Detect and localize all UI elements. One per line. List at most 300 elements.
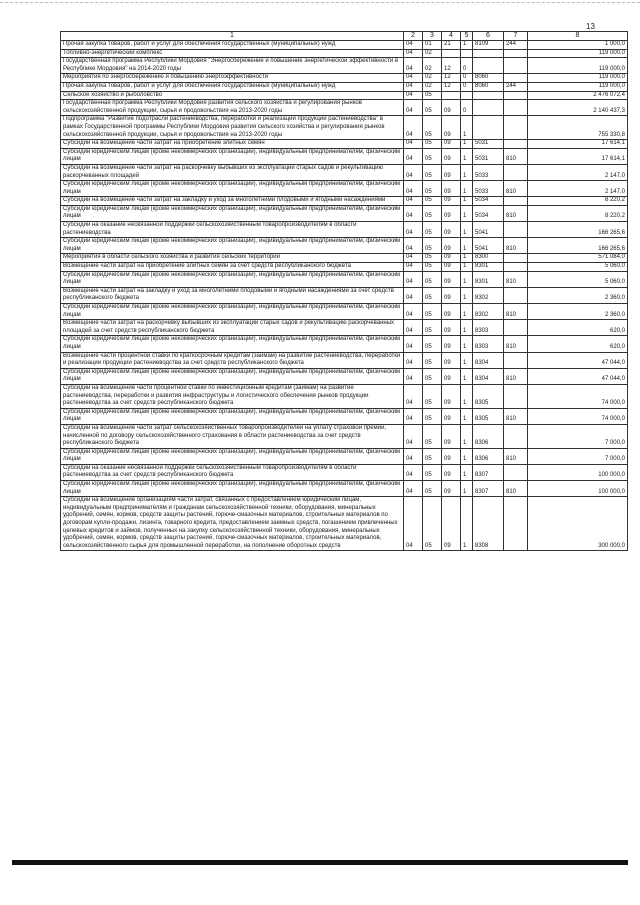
code-item: 5033 [473, 181, 504, 197]
col-header-1: 1 [61, 32, 404, 41]
code-subprogram: 1 [461, 205, 473, 221]
code-pr: 05 [423, 254, 442, 263]
code-pr: 05 [423, 205, 442, 221]
code-item: 8301 [473, 263, 504, 272]
code-pr: 01 [423, 41, 442, 50]
row-amount: 2 147,0 [528, 181, 628, 197]
row-name: Субсидии юридическим лицам (кроме некоммерческих организаций), индивидуальным предпринимателям, физическим лицам [61, 238, 404, 254]
code-rz: 04 [404, 205, 423, 221]
code-expense-type [504, 116, 528, 140]
code-rz: 04 [404, 116, 423, 140]
code-program: 09 [442, 205, 461, 221]
code-pr: 05 [423, 304, 442, 320]
code-item: 8304 [473, 368, 504, 384]
code-item: 8301 [473, 271, 504, 287]
row-amount: 1 000,0 [528, 41, 628, 50]
code-pr: 05 [423, 448, 442, 464]
code-rz: 04 [404, 181, 423, 197]
code-program: 21 [442, 41, 461, 50]
row-amount: 74 000,0 [528, 408, 628, 424]
row-amount: 166 265,6 [528, 238, 628, 254]
row-amount: 8 220,2 [528, 205, 628, 221]
row-name: Субсидии юридическим лицам (кроме некоммерческих организаций), индивидуальным предпринимателям, физическим лицам [61, 336, 404, 352]
row-name: Государственная программа Республики Мордовия "Энергосбережение и повышение энергетической эффективности в Республике Мордовия" на 2014-2020 годы [61, 58, 404, 74]
table-row [61, 100, 628, 116]
row-amount: 100 000,0 [528, 464, 628, 480]
code-item: 5031 [473, 140, 504, 149]
code-rz: 04 [404, 222, 423, 238]
code-item: 5041 [473, 222, 504, 238]
code-program: 09 [442, 197, 461, 206]
code-rz: 04 [404, 384, 423, 408]
code-expense-type [504, 320, 528, 336]
table-row [61, 254, 628, 263]
code-rz: 04 [404, 91, 423, 100]
code-item: 8305 [473, 384, 504, 408]
code-program: 09 [442, 481, 461, 497]
row-amount: 5 060,0 [528, 263, 628, 272]
code-item [473, 100, 504, 116]
code-expense-type: 810 [504, 481, 528, 497]
code-rz: 04 [404, 481, 423, 497]
code-program: 09 [442, 238, 461, 254]
row-name: Подпрограмма "Развитие подотрасли растениеводства, переработки и реализации продукции растениеводства" в рамках Государственной программы Республики Мордовия развития сельского хозяйства и регулирования рынков сельскохозяйственной продукции, сырья и продовольствия на 2013-2020 годы [61, 116, 404, 140]
code-pr: 02 [423, 49, 442, 58]
code-subprogram: 1 [461, 41, 473, 50]
row-name: Государственная программа Республики Мордовия развития сельского хозяйства и регулирования рынков сельскохозяйственной продукции, сырья и продовольствия на 2013-2020 годы [61, 100, 404, 116]
code-expense-type [504, 254, 528, 263]
code-subprogram: 0 [461, 82, 473, 91]
row-name: Субсидии на возмещение части затрат на закладку и уход за многолетними плодовыми и ягодными насаждениями [61, 197, 404, 206]
table-row [61, 263, 628, 272]
row-amount: 755 330,8 [528, 116, 628, 140]
code-subprogram: 1 [461, 271, 473, 287]
row-name: Возмещение части затрат на закладку и уход за многолетними плодовыми и ягодными насаждениями за счет средств республиканского бюджета [61, 287, 404, 303]
code-item [473, 91, 504, 100]
code-rz: 04 [404, 352, 423, 368]
code-item: 5034 [473, 205, 504, 221]
code-rz: 04 [404, 408, 423, 424]
code-pr: 05 [423, 497, 442, 551]
table-row [61, 448, 628, 464]
code-program: 09 [442, 497, 461, 551]
row-amount: 7 000,0 [528, 424, 628, 448]
code-item [473, 49, 504, 58]
table-row [61, 424, 628, 448]
code-subprogram: 1 [461, 148, 473, 164]
code-subprogram [461, 91, 473, 100]
row-name: Субсидии на возмещение части затрат сельскохозяйственных товаропроизводителей на уплату страховой премии, начисленной по договору сельскохозяйственного страхования в области растениеводства за счет средств республиканского бюджета [61, 424, 404, 448]
page-number: 13 [586, 22, 595, 31]
row-name: Субсидии юридическим лицам (кроме некоммерческих организаций), индивидуальным предпринимателям, физическим лицам [61, 271, 404, 287]
code-program: 09 [442, 464, 461, 480]
code-program: 09 [442, 448, 461, 464]
row-name: Возмещение части процентной ставки по краткосрочным кредитам (займам) на развитие растениеводства, переработки и реализации продукции растениеводства за счет средств республиканского бюджета [61, 352, 404, 368]
code-item: 5034 [473, 197, 504, 206]
code-rz: 04 [404, 164, 423, 180]
table-row [61, 408, 628, 424]
code-item: 8060 [473, 82, 504, 91]
row-amount: 100 000,0 [528, 481, 628, 497]
code-rz: 04 [404, 197, 423, 206]
code-item [473, 58, 504, 74]
code-item: 8109 [473, 41, 504, 50]
code-expense-type [504, 352, 528, 368]
table-row [61, 222, 628, 238]
code-pr: 05 [423, 287, 442, 303]
code-expense-type: 810 [504, 238, 528, 254]
code-program: 09 [442, 320, 461, 336]
code-pr: 05 [423, 238, 442, 254]
table-body [61, 41, 628, 551]
code-pr: 05 [423, 222, 442, 238]
code-pr: 05 [423, 140, 442, 149]
row-amount: 17 614,1 [528, 140, 628, 149]
row-name: Мероприятия по энергосбережению и повышению энергоэффективности [61, 74, 404, 83]
row-name: Прочая закупка товаров, работ и услуг для обеспечения государственных (муниципальных) нужд [61, 41, 404, 50]
row-amount: 620,0 [528, 320, 628, 336]
row-name: Субсидии юридическим лицам (кроме некоммерческих организаций), индивидуальным предпринимателям, физическим лицам [61, 205, 404, 221]
row-name: Субсидии на возмещение части затрат на раскорчевку выбывших из эксплуатации старых садов и рекультивацию раскорчеванных площадей [61, 164, 404, 180]
row-amount: 17 614,1 [528, 148, 628, 164]
code-item: 8303 [473, 336, 504, 352]
row-amount: 571 084,0 [528, 254, 628, 263]
code-program: 09 [442, 164, 461, 180]
code-program: 09 [442, 181, 461, 197]
code-item [473, 116, 504, 140]
row-amount: 300 000,0 [528, 497, 628, 551]
code-subprogram: 1 [461, 287, 473, 303]
code-subprogram: 1 [461, 352, 473, 368]
row-name: Субсидии юридическим лицам (кроме некоммерческих организаций), индивидуальным предпринимателям, физическим лицам [61, 304, 404, 320]
table-row [61, 49, 628, 58]
code-item: 8300 [473, 254, 504, 263]
code-pr: 02 [423, 74, 442, 83]
code-subprogram: 1 [461, 464, 473, 480]
code-program: 09 [442, 148, 461, 164]
row-amount: 47 044,0 [528, 352, 628, 368]
col-header-4: 4 [442, 32, 461, 41]
code-program: 09 [442, 408, 461, 424]
row-name: Субсидии юридическим лицам (кроме некоммерческих организаций), индивидуальным предпринимателям, физическим лицам [61, 448, 404, 464]
col-header-2: 2 [404, 32, 423, 41]
code-expense-type: 810 [504, 304, 528, 320]
row-amount: 620,0 [528, 336, 628, 352]
row-name: Топливно-энергетический комплекс [61, 49, 404, 58]
code-expense-type [504, 140, 528, 149]
col-header-7: 7 [504, 32, 528, 41]
code-program: 12 [442, 58, 461, 74]
row-amount: 2 147,0 [528, 164, 628, 180]
code-pr: 05 [423, 91, 442, 100]
row-name: Субсидии юридическим лицам (кроме некоммерческих организаций), индивидуальным предпринимателям, физическим лицам [61, 481, 404, 497]
code-subprogram: 1 [461, 481, 473, 497]
code-expense-type: 810 [504, 368, 528, 384]
code-rz: 04 [404, 368, 423, 384]
code-program [442, 91, 461, 100]
code-item: 8304 [473, 352, 504, 368]
row-amount: 47 044,0 [528, 368, 628, 384]
table-row [61, 197, 628, 206]
code-program: 09 [442, 263, 461, 272]
table-row [61, 304, 628, 320]
code-expense-type: 244 [504, 41, 528, 50]
row-name: Субсидии на возмещение организациям части затрат, связанных с предоставлением юридическим лицам, индивидуальным предпринимателям и гражданам сельскохозяйственной техники, оборудования, минеральных удобрений, семян, кормов, средств защиты растений, горюче-смазочных материалов, строительных материалов по договорам купли-продажи, лизинга, товарного кредита, предоставлением заемных средств, погашением привлеченных целевых кредитов и займов, полученных на закупку сельскохозяйственной техники, оборудования, минеральных удобрений, семян, кормов, средств защиты растений, горюче-смазочных материалов, строительных материалов, сельскохозяйственного сырья для промышленной переработки, на пополнение оборотных средств [61, 497, 404, 551]
code-expense-type [504, 384, 528, 408]
code-pr: 05 [423, 116, 442, 140]
budget-table [60, 31, 628, 551]
code-rz: 04 [404, 287, 423, 303]
code-rz: 04 [404, 82, 423, 91]
code-rz: 04 [404, 148, 423, 164]
code-subprogram: 1 [461, 408, 473, 424]
table-row [61, 497, 628, 551]
code-rz: 04 [404, 320, 423, 336]
col-header-3: 3 [423, 32, 442, 41]
code-subprogram: 1 [461, 384, 473, 408]
code-program: 09 [442, 424, 461, 448]
code-expense-type: 810 [504, 408, 528, 424]
col-header-8: 8 [528, 32, 628, 41]
code-pr: 05 [423, 197, 442, 206]
code-subprogram: 1 [461, 497, 473, 551]
code-program: 09 [442, 368, 461, 384]
code-subprogram: 1 [461, 320, 473, 336]
code-rz: 04 [404, 140, 423, 149]
code-subprogram: 1 [461, 368, 473, 384]
row-amount: 2 360,0 [528, 304, 628, 320]
table-row [61, 41, 628, 50]
code-rz: 04 [404, 271, 423, 287]
row-amount: 5 060,0 [528, 271, 628, 287]
code-subprogram: 0 [461, 58, 473, 74]
code-pr: 05 [423, 320, 442, 336]
code-item: 8305 [473, 408, 504, 424]
code-rz: 04 [404, 58, 423, 74]
table-row [61, 352, 628, 368]
code-expense-type [504, 222, 528, 238]
code-rz: 04 [404, 424, 423, 448]
table-row [61, 58, 628, 74]
code-expense-type [504, 100, 528, 116]
table-header [61, 32, 628, 41]
code-subprogram: 1 [461, 116, 473, 140]
code-pr: 05 [423, 164, 442, 180]
code-pr: 05 [423, 271, 442, 287]
code-subprogram: 1 [461, 254, 473, 263]
code-item: 8303 [473, 320, 504, 336]
table-row [61, 116, 628, 140]
table-row [61, 164, 628, 180]
row-amount: 119 000,0 [528, 82, 628, 91]
code-expense-type [504, 464, 528, 480]
table-row [61, 148, 628, 164]
code-pr: 05 [423, 148, 442, 164]
code-program: 09 [442, 304, 461, 320]
code-pr: 05 [423, 100, 442, 116]
code-subprogram: 1 [461, 448, 473, 464]
code-program: 09 [442, 100, 461, 116]
code-program [442, 49, 461, 58]
scan-top-edge [0, 2, 640, 3]
code-subprogram: 1 [461, 140, 473, 149]
row-name: Возмещение части затрат на приобретение элитных семян за счет средств республиканского бюджета [61, 263, 404, 272]
code-subprogram: 1 [461, 164, 473, 180]
code-program: 09 [442, 336, 461, 352]
code-expense-type: 810 [504, 271, 528, 287]
code-program: 12 [442, 82, 461, 91]
table-row [61, 181, 628, 197]
code-expense-type: 810 [504, 205, 528, 221]
code-subprogram: 1 [461, 222, 473, 238]
code-expense-type [504, 197, 528, 206]
row-amount: 74 000,0 [528, 384, 628, 408]
row-name: Субсидии юридическим лицам (кроме некоммерческих организаций), индивидуальным предпринимателям, физическим лицам [61, 368, 404, 384]
code-expense-type [504, 164, 528, 180]
code-pr: 05 [423, 352, 442, 368]
row-name: Сельское хозяйство и рыболовство [61, 91, 404, 100]
code-rz: 04 [404, 464, 423, 480]
table-row [61, 384, 628, 408]
code-item: 8302 [473, 287, 504, 303]
row-name: Субсидии на оказание несвязанной поддержки сельскохозяйственным товаропроизводителям в области растениеводства [61, 222, 404, 238]
code-rz: 04 [404, 41, 423, 50]
code-expense-type [504, 263, 528, 272]
code-rz: 04 [404, 254, 423, 263]
code-subprogram: 1 [461, 181, 473, 197]
col-header-5: 5 [461, 32, 473, 41]
code-expense-type: 810 [504, 181, 528, 197]
code-expense-type: 244 [504, 82, 528, 91]
code-rz: 04 [404, 74, 423, 83]
code-subprogram: 0 [461, 100, 473, 116]
code-expense-type: 810 [504, 448, 528, 464]
code-program: 09 [442, 287, 461, 303]
code-program: 12 [442, 74, 461, 83]
row-name: Субсидии на оказание несвязанной поддержки сельскохозяйственным товаропроизводителям в области растениеводства за счет средств республиканского бюджета [61, 464, 404, 480]
code-pr: 05 [423, 464, 442, 480]
code-item: 8060 [473, 74, 504, 83]
table-row [61, 82, 628, 91]
row-amount: 119 000,0 [528, 49, 628, 58]
code-expense-type [504, 58, 528, 74]
code-rz: 04 [404, 304, 423, 320]
table-row [61, 205, 628, 221]
row-amount: 119 000,0 [528, 74, 628, 83]
code-subprogram: 1 [461, 263, 473, 272]
code-expense-type [504, 74, 528, 83]
code-rz: 04 [404, 448, 423, 464]
row-amount: 119 000,0 [528, 58, 628, 74]
code-item: 5031 [473, 148, 504, 164]
code-item: 8307 [473, 481, 504, 497]
col-header-6: 6 [473, 32, 504, 41]
code-subprogram: 1 [461, 424, 473, 448]
table-row [61, 481, 628, 497]
row-amount: 2 360,0 [528, 287, 628, 303]
code-program: 09 [442, 384, 461, 408]
code-pr: 05 [423, 481, 442, 497]
row-amount: 7 000,0 [528, 448, 628, 464]
table-row [61, 320, 628, 336]
table-row [61, 368, 628, 384]
code-rz: 04 [404, 263, 423, 272]
code-rz: 04 [404, 100, 423, 116]
code-program: 09 [442, 116, 461, 140]
code-expense-type: 810 [504, 336, 528, 352]
code-pr: 05 [423, 384, 442, 408]
code-rz: 04 [404, 238, 423, 254]
table-row [61, 464, 628, 480]
row-name: Субсидии юридическим лицам (кроме некоммерческих организаций), индивидуальным предпринимателям, физическим лицам [61, 408, 404, 424]
code-pr: 05 [423, 368, 442, 384]
code-expense-type [504, 497, 528, 551]
code-pr: 05 [423, 336, 442, 352]
code-item: 5041 [473, 238, 504, 254]
code-expense-type [504, 424, 528, 448]
code-item: 5033 [473, 164, 504, 180]
code-pr: 05 [423, 181, 442, 197]
row-name: Субсидии юридическим лицам (кроме некоммерческих организаций), индивидуальным предпринимателям, физическим лицам [61, 148, 404, 164]
code-expense-type [504, 91, 528, 100]
code-expense-type [504, 287, 528, 303]
table-row [61, 287, 628, 303]
code-program: 09 [442, 271, 461, 287]
code-subprogram [461, 49, 473, 58]
code-item: 8306 [473, 424, 504, 448]
code-pr: 02 [423, 82, 442, 91]
header-row [61, 32, 628, 41]
code-program: 09 [442, 352, 461, 368]
row-name: Мероприятия в области сельского хозяйства и развития сельских территорий [61, 254, 404, 263]
row-amount: 166 265,6 [528, 222, 628, 238]
row-amount: 2 476 072,4 [528, 91, 628, 100]
code-rz: 04 [404, 49, 423, 58]
row-name: Возмещение части затрат на раскорчевку выбывших из эксплуатации старых садов и рекультивацию раскорчеванных площадей за счет средств республиканского бюджета [61, 320, 404, 336]
row-name: Субсидии на возмещение части затрат на приобретение элитных семян [61, 140, 404, 149]
table-row [61, 140, 628, 149]
table-row [61, 238, 628, 254]
code-item: 8307 [473, 464, 504, 480]
code-pr: 05 [423, 424, 442, 448]
scan-bottom-bar [12, 860, 628, 865]
code-expense-type [504, 49, 528, 58]
row-name: Субсидии на возмещение части процентной ставки по инвестиционным кредитам (займам) на развитие растениеводства, переработки и развития инфраструктуры и логистического обеспечения рынков продукции растениеводства за счет средств республиканского бюджета [61, 384, 404, 408]
code-program: 09 [442, 254, 461, 263]
code-expense-type: 810 [504, 148, 528, 164]
row-amount: 8 220,2 [528, 197, 628, 206]
code-pr: 02 [423, 58, 442, 74]
code-item: 8308 [473, 497, 504, 551]
code-subprogram: 1 [461, 304, 473, 320]
code-subprogram: 1 [461, 197, 473, 206]
row-name: Прочая закупка товаров, работ и услуг для обеспечения государственных (муниципальных) нужд [61, 82, 404, 91]
code-program: 09 [442, 222, 461, 238]
code-rz: 04 [404, 497, 423, 551]
code-pr: 05 [423, 408, 442, 424]
table-row [61, 91, 628, 100]
code-subprogram: 1 [461, 336, 473, 352]
code-program: 09 [442, 140, 461, 149]
code-subprogram: 0 [461, 74, 473, 83]
table-row [61, 336, 628, 352]
code-item: 8302 [473, 304, 504, 320]
code-item: 8306 [473, 448, 504, 464]
row-name: Субсидии юридическим лицам (кроме некоммерческих организаций), индивидуальным предпринимателям, физическим лицам [61, 181, 404, 197]
row-amount: 2 140 437,3 [528, 100, 628, 116]
code-pr: 05 [423, 263, 442, 272]
table-row [61, 271, 628, 287]
